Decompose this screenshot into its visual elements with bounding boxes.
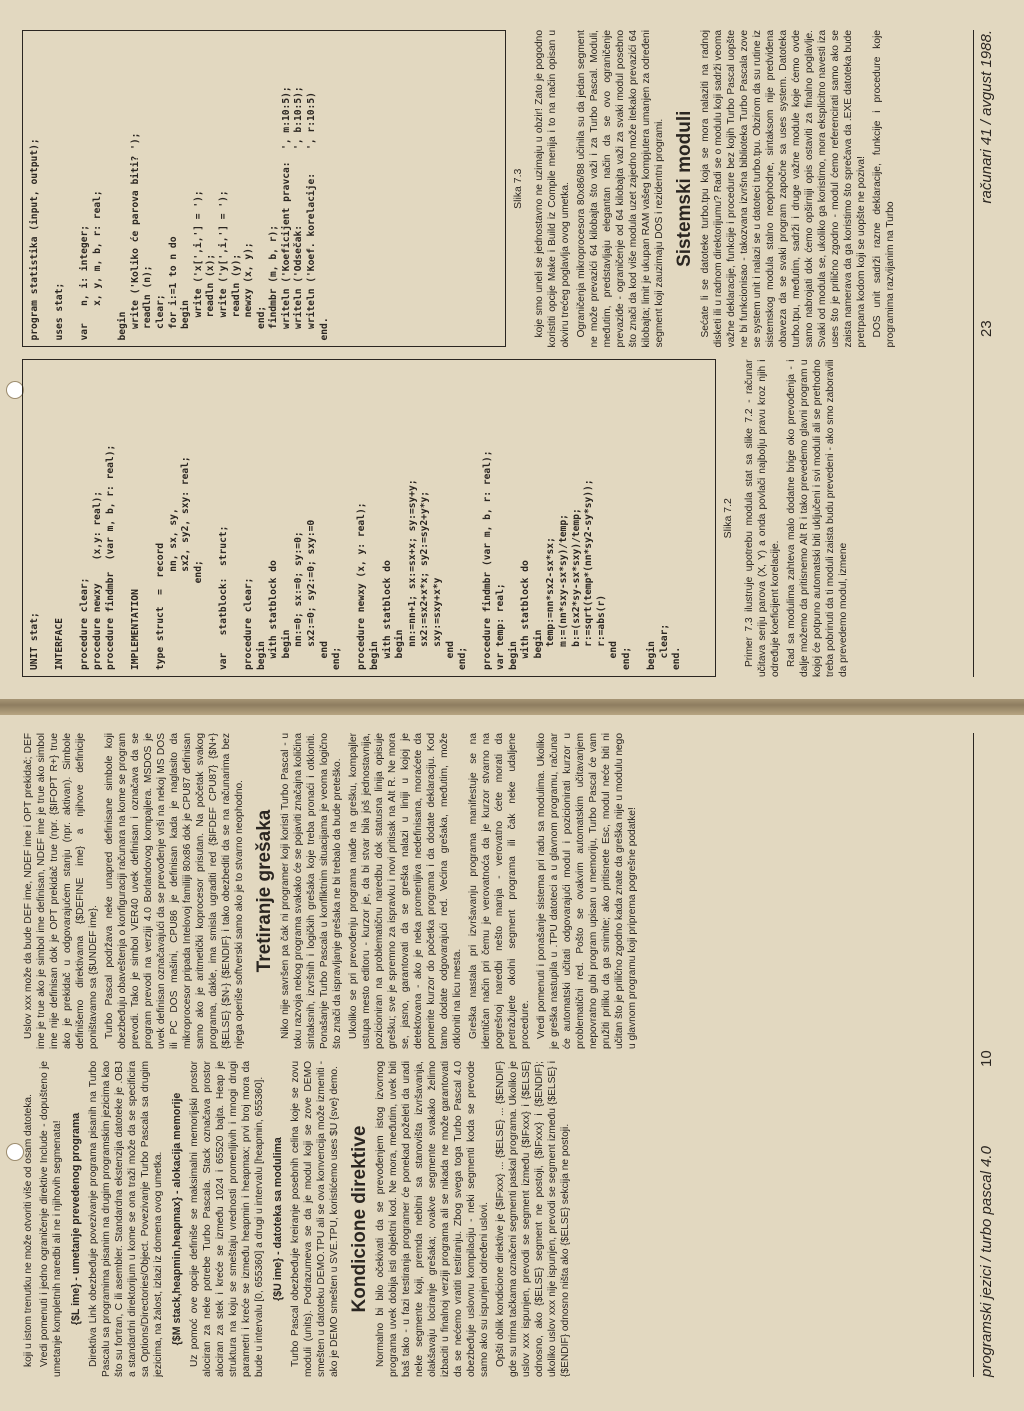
paragraph: Turbo Pascal podržava neke unapred definisane simbole koji obezbeđuju obaveštenja o konfiguraciji računara na kome se program prevodi. Tako je simbol VER40 uvek definisan i označava da se program prevodi na verziji 4.0 Borlandovog kompajlera. MSDOS je uvek definisan označavajući da se prevođenje vrši na nekoj MS DOS ili PC DOS mašini, CPU86 je definisan kada je naglasito da mikroprocesor pripada Intelovoj familiji 80x86 dok je CPU87 definisan samo ako je aritmetički koprocesor prisutan. Na početak svakog programa, dakle, ima smisla ugraditi red {$IFDEF CPU87} {$N+} {$ELSE} {$N-} {$ENDIF} i tako obezbediti da se na računarima bez njega operiše softverski samo ako je to stvarno neophodno. [104,733,245,1049]
page-number: 10 [978,1050,995,1067]
paragraph: Vredi pomenuti i ponašanje sistema pri radu sa modulima. Ukoliko je greška nastupila u .TPU datoteci a u glavnom programu, računar će automatski učitati odgovarajući modul i pozicionirati kurzor u problematični red. Pošto se ovakvim automatskim učitavanjem nepovratno gubi program upisan u memoriju, Turbo Pascal će vam pružiti priliku da ga snimite; ako pritisnete Esc, modul neće biti ni učitan što je prilično zgodno kada znate da greška nije u modulu nego u glavnom programu koji priprema pogrešne podatke! [536,733,638,1049]
section-title-errors: Tretiranje grešaka [254,809,275,973]
code-listing-statistika: program statistika (input, output); uses stat; var n, i: integer; x, y, m, b, r: real; begin write ('Koliko će parova biti? '); readln (n); clear; for i:=1 to n do begin write ('x[',i,'] = '); readln (x); write ('y[',i,'] = '); readln (y); newxy (x, y); end; findmbr (m, b, r); writeln ('Koeficijent pravca: ', m:10:5); writeln ('Odsečak: ', b:10:5); writeln ('Koef. korelacije: ', r:10:5) end. [22,30,506,348]
right-column-2 [22,30,950,348]
section-heading-memory: {$M stack,heapmin,heapmax} - alokacija memorije [171,1092,183,1346]
paragraph: Vredi pomenuti i jedno ograničenje direktive Include - dopušteno je umetanje kompletnih naredbi ali ne i njihovih segmenata! [39,1061,63,1377]
paragraph: Normalno bi bilo očekivati da se prevođenjem istog izvornog programa uvek dobija isti objektni kod. Ne mora, međutim, uvek biti baš tako - u fazi testiranja programer će ponekad poželeti da uradi neke segmente koji, premda nebitni sa stanovišta izvršavanja, olakšavaju lociranje grešaka; ovakve segmente svakako želimo izbaciti u finalnoj verziji programa ali se nikada ne može garantovati da se nećemo vratiti testiranju. Zbog svega toga Turbo Pascal 4.0 obezbeđuje uslovnu kompilaciju - neki segmenti koda se prevode samo ako su ispunjeni određeni uslovi. [375,1061,490,1377]
paragraph: Opšti oblik kondicione direktive je {$IFxxx} ... {$ELSE} ... {$ENDIF} gde su trima tačkama označeni segmenti paskal programa. Ukoliko je uslov xxx ispunjen, prevodi se segment između {$IFxxx} i {$ELSE} odnosno, ako {$ELSE} segment ne postoji, {$IFxxx} i {$ENDIF}; ukoliko uslov xxx nije ispunjen, prevodi se segment između {$ELSE} i {$ENDIF} odnosno ništa ako {$ELSE} sekcija ne postoji. [495,1061,571,1377]
section-heading-units: {$U ime} - datoteka sa modulima [272,1137,284,1301]
right-column-1 [22,360,950,678]
paragraph: Ukoliko se pri prevođenju programa naiđe na grešku, kompajler ustupa mesto editoru - kurzor je, da bi stvar bila još jednostavnija, pozicioniran na problematičnu naredbu dok statusna linija opisuje grešku; sve je spremno za ispravku i novi pritisak na Alt R. Ne mora se, jasno, garantovati da se greška nalazi u liniji u kojoj je detektovana - ako je neka promenljiva nedefinisana, moraćete da pomerite kurzor do početka programa i da dodate deklaraciju. Kod tamo dodate odgovarajući red. Većina grešaka, međutim, može otkloniti na licu mesta. [348,733,463,1049]
paragraph: DOS unit sadrži razne deklaracije, funkcije i procedure koje programima razvijanim na Turbo [872,30,896,348]
section-title-conditional: Kondicione direktive [349,1125,370,1313]
paragraph: Niko nije savršen pa čak ni programer koji koristi Turbo Pascal - u toku razvoja nekog programa svakako će se pojaviti značajna količina sintaksnih, izvršnih i logičkih grešaka koje treba pronaći i otkloniti. Ponašanje Turbo Pascala u konfliktnim situacijama je veoma logično što znači da ispravljanje grešaka ne bi trebalo da bude preteško. [280,733,343,1049]
footer-title: programski jezici / turbo pascal 4.0 [978,1146,995,1377]
left-column-1 [22,1061,950,1377]
page-footer [973,733,1002,1377]
paragraph: Sećate li se datoteke turbo.tpu koja se mora nalaziti na radnoj disketi ili u radnom direktorijumu? Radi se o modulu koji sadrži veoma važne deklaracije, funkcije i procedure bez kojih Turbo Pascal uopšte ne bi funkcionisao - takozvana izvršna biblioteka Turbo Pascala zove se system unit i nalazi se u datoteci turbo.tpu. Obzirom da su rutine iz sistemskog modula stalno neophodne, sintaksom nije predviđena obaveza da se svaki program započne sa uses system. Datoteka turbo.tpu, međutim, sadrži i druge važne module koje ćemo ovde samo nabrojati dok ćemo opširniji opis ostaviti za finalno poglavlje. Svaki od modula se, ukoliko ga koristimo, mora eksplicitno navesti iza uses što je prilično zgodno - modul ćemo referencirati samo ako se zaista namerava da ga koristimo što sprečava da .EXE datoteka bude pretrpana kodom koji se uopšte ne poziva! [700,30,867,348]
page-number: 23 [978,320,995,337]
paragraph: Ograničenja mikroprocesora 80x86/88 učinila su da jedan segment ne može prevazići 64 kilobajta što važi i za Turbo Pascal. Moduli, međutim, predstavljaju elegantan način da se ovo ograničenje prevaziđe - ograničenje od 64 kilobajta važi za svaki modul posebno što znači da kod više modula uzet zajedno može itekako prevazići 64 kilobajta; limit je ukupan RAM vašeg kompjutera umanjen za određeni segment koji zauzimaju DOS i rezidentni programi. [576,30,665,348]
paragraph: Turbo Pascal obezbeđuje kreiranje posebnih celina koje se zovu moduli (units). Podrazumeva se da je modul koji se zove DEMO smešten u datoteku DEMO.TPU ali se ova konvencija može izmeniti - ako je DEMO smešten u SVE.TPU, koristićemo uses $U {sve} demo. [290,1061,340,1377]
paragraph: Greška nastala pri izvršavanju programa manifestuje se na identičan način pri čemu je verovatnoća da je kurzor stvarno na pogrešnoj naredbi nešto manja - verovatno ćete morati da pretražujete okolni segment programa ili čak neke udaljene procedure. [468,733,531,1049]
left-page [0,711,1024,1411]
code-listing-unit-stat: UNIT stat; INTERFACE procedure clear; procedure newxy (x,y: real); procedure findmbr (var m, b, r: real); IMPLEMENTATION type struct = record nn, sx, sy, sx2, sy2, sxy: real; end; var statblock: struct; procedure clear; begin with statblock do begin nn:=0; sx:=0; sy:=0; sx2:=0; sy2:=0; sxy:=0 end end; procedure newxy (x, y: real); begin with statblock do begin nn:=nn+1; sx:=sx+x; sy:=sy+y; sx2:=sx2+x*x; sy2:=sy2+y*y; sxy:=sxy+x*y end end; procedure findmbr (var m, b, r: real); var temp: real; begin with statblock do begin temp:=nn*sx2-sx*sx; m:=(nn*sxy-sx*sy)/temp; b:=(sx2*sy-sx*sxy)/temp; r:=sqrt(temp*(nn*sy2-sy*sy)); r:=abs(r) end end; begin clear; end. [22,360,716,678]
paragraph: Uslov xxx može da bude DEF ime, NDEF ime i OPT prekidač; DEF ime je true ako je simbol ime definisan, NDEF ime je true ako simbol ime nije definisan dok je OPT prekidač true (npr. {$IFOPT R+} true ako je prekidač u odgovarajućem stanju (npr. aktivan). Simbole definišemo direktivama {$DEFINE ime} a njihove definicije poništavamo sa {$UNDEF ime}. [23,733,99,1049]
footer-title: računari 41 / avgust 1988. [978,30,995,204]
section-title-system-modules: Sistemski moduli [674,110,695,267]
left-column-2 [22,733,950,1049]
paragraph: Direktiva Link obezbeđuje povezivanje programa pisanih na Turbo Pascalu sa programima pisanim na drugim programskim jezicima kao što su fortran, C ili asembler. Standardna ekstenzija datoteke je .OBJ a standardni direktorijum u kome se ona traži može da se specificira sa Options/Directories/Object. Povezivanje Turbo Pascala sa drugim jezicima, na žalost, izlazi iz domena ovog umetka. [88,1061,164,1377]
figure-caption: Slika 7.3 [512,168,524,209]
paragraph: Rad sa modulima zahteva malo dodatne brige oko prevođenja - i dalje možemo da pritisnemo Alt R i tako prevedemo glavni program u kojoj će potpuno automatski biti uključeni i svi moduli ali se prethodno treba pobrinuti da ti moduli zaista budu prevedeni - ako smo zaboravili da prevedemo modul, izmene [786,359,849,677]
paragraph: Uz pomoć ove opcije definiše se maksimalni memorijski prostor alociran za neke potrebe Turbo Pascala. Stack označava prostor alociran za stek i kreće se između 1024 i 65520 bajta. Heap je struktura na koju se smeštaju vrednosti promenljivih i mnogi drugi parametri i kreće se između heapmin i heapmax; prvi broj mora da bude u intervalu [0, 655360] a drugi u intervalu [heapmin, 655360]. [189,1061,265,1377]
paragraph: koje smo uneli se jednostavno ne uzimaju u obzir! Zato je pogodno koristiti opcije Make i Build iz Compile menija i to na način opisan u okviru trećeg poglavlja ovog umetka. [534,30,571,348]
figure-caption: Slika 7.2 [722,498,734,539]
paragraph: koji u istom trenutku ne može otvoriti više od osam datoteka. [23,1094,34,1367]
paragraph: Primer 7.3 ilustruje upotrebu modula stat sa slike 7.2 - računar učitava seriju parova (X, Y) a onda povlači najbolju pravu kroz njih i određuje koeficijent korelacije. [744,359,781,677]
section-heading-link: {$L ime} - umetanje prevedenog programa [70,1112,82,1326]
right-page [0,0,1024,699]
page-footer [973,30,1002,677]
